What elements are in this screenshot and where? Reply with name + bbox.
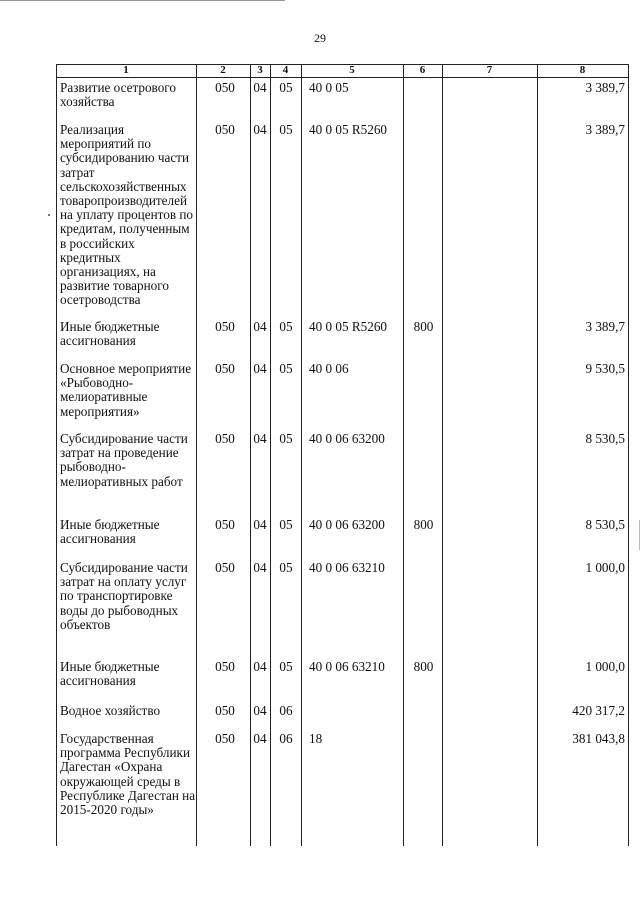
- column-divider: [196, 64, 197, 846]
- column-divider: [301, 64, 302, 846]
- section-code: 04: [253, 560, 267, 575]
- ministry-code: 050: [215, 703, 235, 718]
- row-name: Субсидирование части затрат на оплату услуг по транспортировке воды до рыбоводных объектов: [60, 560, 188, 632]
- section-code: 04: [253, 122, 267, 137]
- subsection-code: 05: [279, 122, 293, 137]
- row-name: Развитие осетрового хозяйства: [60, 80, 176, 110]
- row-name: Субсидирование части затрат на проведение рыбоводно-мелиоративных работ: [60, 431, 188, 489]
- subsection-code: 05: [279, 560, 293, 575]
- ministry-code: 050: [215, 80, 235, 95]
- row-name: Водное хозяйство: [60, 703, 161, 718]
- expense-type-code: 800: [413, 517, 434, 532]
- section-code: 04: [253, 731, 267, 746]
- ministry-code: 050: [215, 122, 235, 137]
- header-col-2: 2: [220, 64, 226, 76]
- header-col-1: 1: [123, 64, 129, 76]
- row-name: Основное мероприятие «Рыбоводно-мелиоративные мероприятия»: [60, 361, 192, 419]
- target-article-code: 40 0 05: [309, 80, 349, 95]
- section-code: 04: [253, 517, 267, 532]
- section-code: 04: [253, 659, 267, 674]
- subsection-code: 05: [279, 361, 293, 376]
- section-code: 04: [253, 431, 267, 446]
- budget-table: [56, 64, 629, 846]
- row-name: Государственная программа Республики Дагестан «Охрана окружающей среды в Республике Дагестан на 2015-2020 годы»: [60, 731, 196, 818]
- header-col-7: 7: [486, 64, 493, 76]
- amount: 8 530,5: [585, 517, 625, 532]
- expense-type-code: 800: [413, 319, 434, 334]
- table-right-border: [628, 64, 629, 846]
- column-divider: [442, 64, 443, 846]
- subsection-code: 05: [279, 319, 293, 334]
- amount: 9 530,5: [585, 361, 625, 376]
- section-code: 04: [253, 361, 267, 376]
- row-name: Реализация мероприятий по субсидированию части затрат сельскохозяйственных товаропроизводителей на уплату процентов по кредитам, полученным в российских кредитных организациях, на развитие товарного осетроводства: [60, 122, 194, 308]
- header-col-8: 8: [579, 64, 586, 76]
- row-name: Иные бюджетные ассигнования: [60, 659, 160, 689]
- header-col-5: 5: [349, 64, 355, 76]
- target-article-code: 40 0 06 63200: [309, 431, 385, 446]
- section-code: 04: [253, 319, 267, 334]
- subsection-code: 05: [279, 659, 293, 674]
- top-border-line: [0, 0, 285, 1]
- subsection-code: 05: [279, 80, 293, 95]
- amount: 3 389,7: [585, 319, 625, 334]
- target-article-code: 40 0 05 R5260: [309, 319, 388, 334]
- subsection-code: 05: [279, 431, 293, 446]
- amount: 8 530,5: [585, 431, 625, 446]
- row-name: Иные бюджетные ассигнования: [60, 517, 160, 547]
- target-article-code: 40 0 06 63200: [309, 517, 385, 532]
- target-article-code: 40 0 05 R5260: [309, 122, 388, 137]
- expense-type-code: 800: [413, 659, 434, 674]
- subsection-code: 06: [279, 731, 293, 746]
- target-article-code: 40 0 06: [309, 361, 349, 376]
- margin-mark: [48, 214, 50, 216]
- ministry-code: 050: [215, 560, 235, 575]
- amount: 1 000,0: [585, 659, 625, 674]
- row-name: Иные бюджетные ассигнования: [60, 319, 160, 349]
- target-article-code: 40 0 06 63210: [309, 659, 385, 674]
- header-col-6: 6: [419, 64, 426, 76]
- ministry-code: 050: [215, 659, 235, 674]
- target-article-code: 18: [309, 731, 323, 746]
- target-article-code: 40 0 06 63210: [309, 560, 385, 575]
- column-divider: [270, 64, 271, 846]
- column-divider: [403, 64, 404, 846]
- amount: 3 389,7: [585, 80, 625, 95]
- column-divider: [537, 64, 538, 846]
- ministry-code: 050: [215, 319, 235, 334]
- column-divider: [250, 64, 251, 846]
- page-number: 29: [314, 31, 326, 45]
- ministry-code: 050: [215, 361, 235, 376]
- header-col-4: 4: [282, 64, 289, 76]
- ministry-code: 050: [215, 517, 235, 532]
- amount: 1 000,0: [585, 560, 625, 575]
- section-code: 04: [253, 703, 267, 718]
- header-bottom-border: [56, 77, 629, 78]
- section-code: 04: [253, 80, 267, 95]
- subsection-code: 05: [279, 517, 293, 532]
- header-col-3: 3: [257, 64, 263, 76]
- amount: 3 389,7: [585, 122, 625, 137]
- amount: 381 043,8: [572, 731, 625, 746]
- subsection-code: 06: [279, 703, 293, 718]
- ministry-code: 050: [215, 431, 235, 446]
- amount: 420 317,2: [572, 703, 625, 718]
- table-left-border: [56, 64, 57, 846]
- ministry-code: 050: [215, 731, 235, 746]
